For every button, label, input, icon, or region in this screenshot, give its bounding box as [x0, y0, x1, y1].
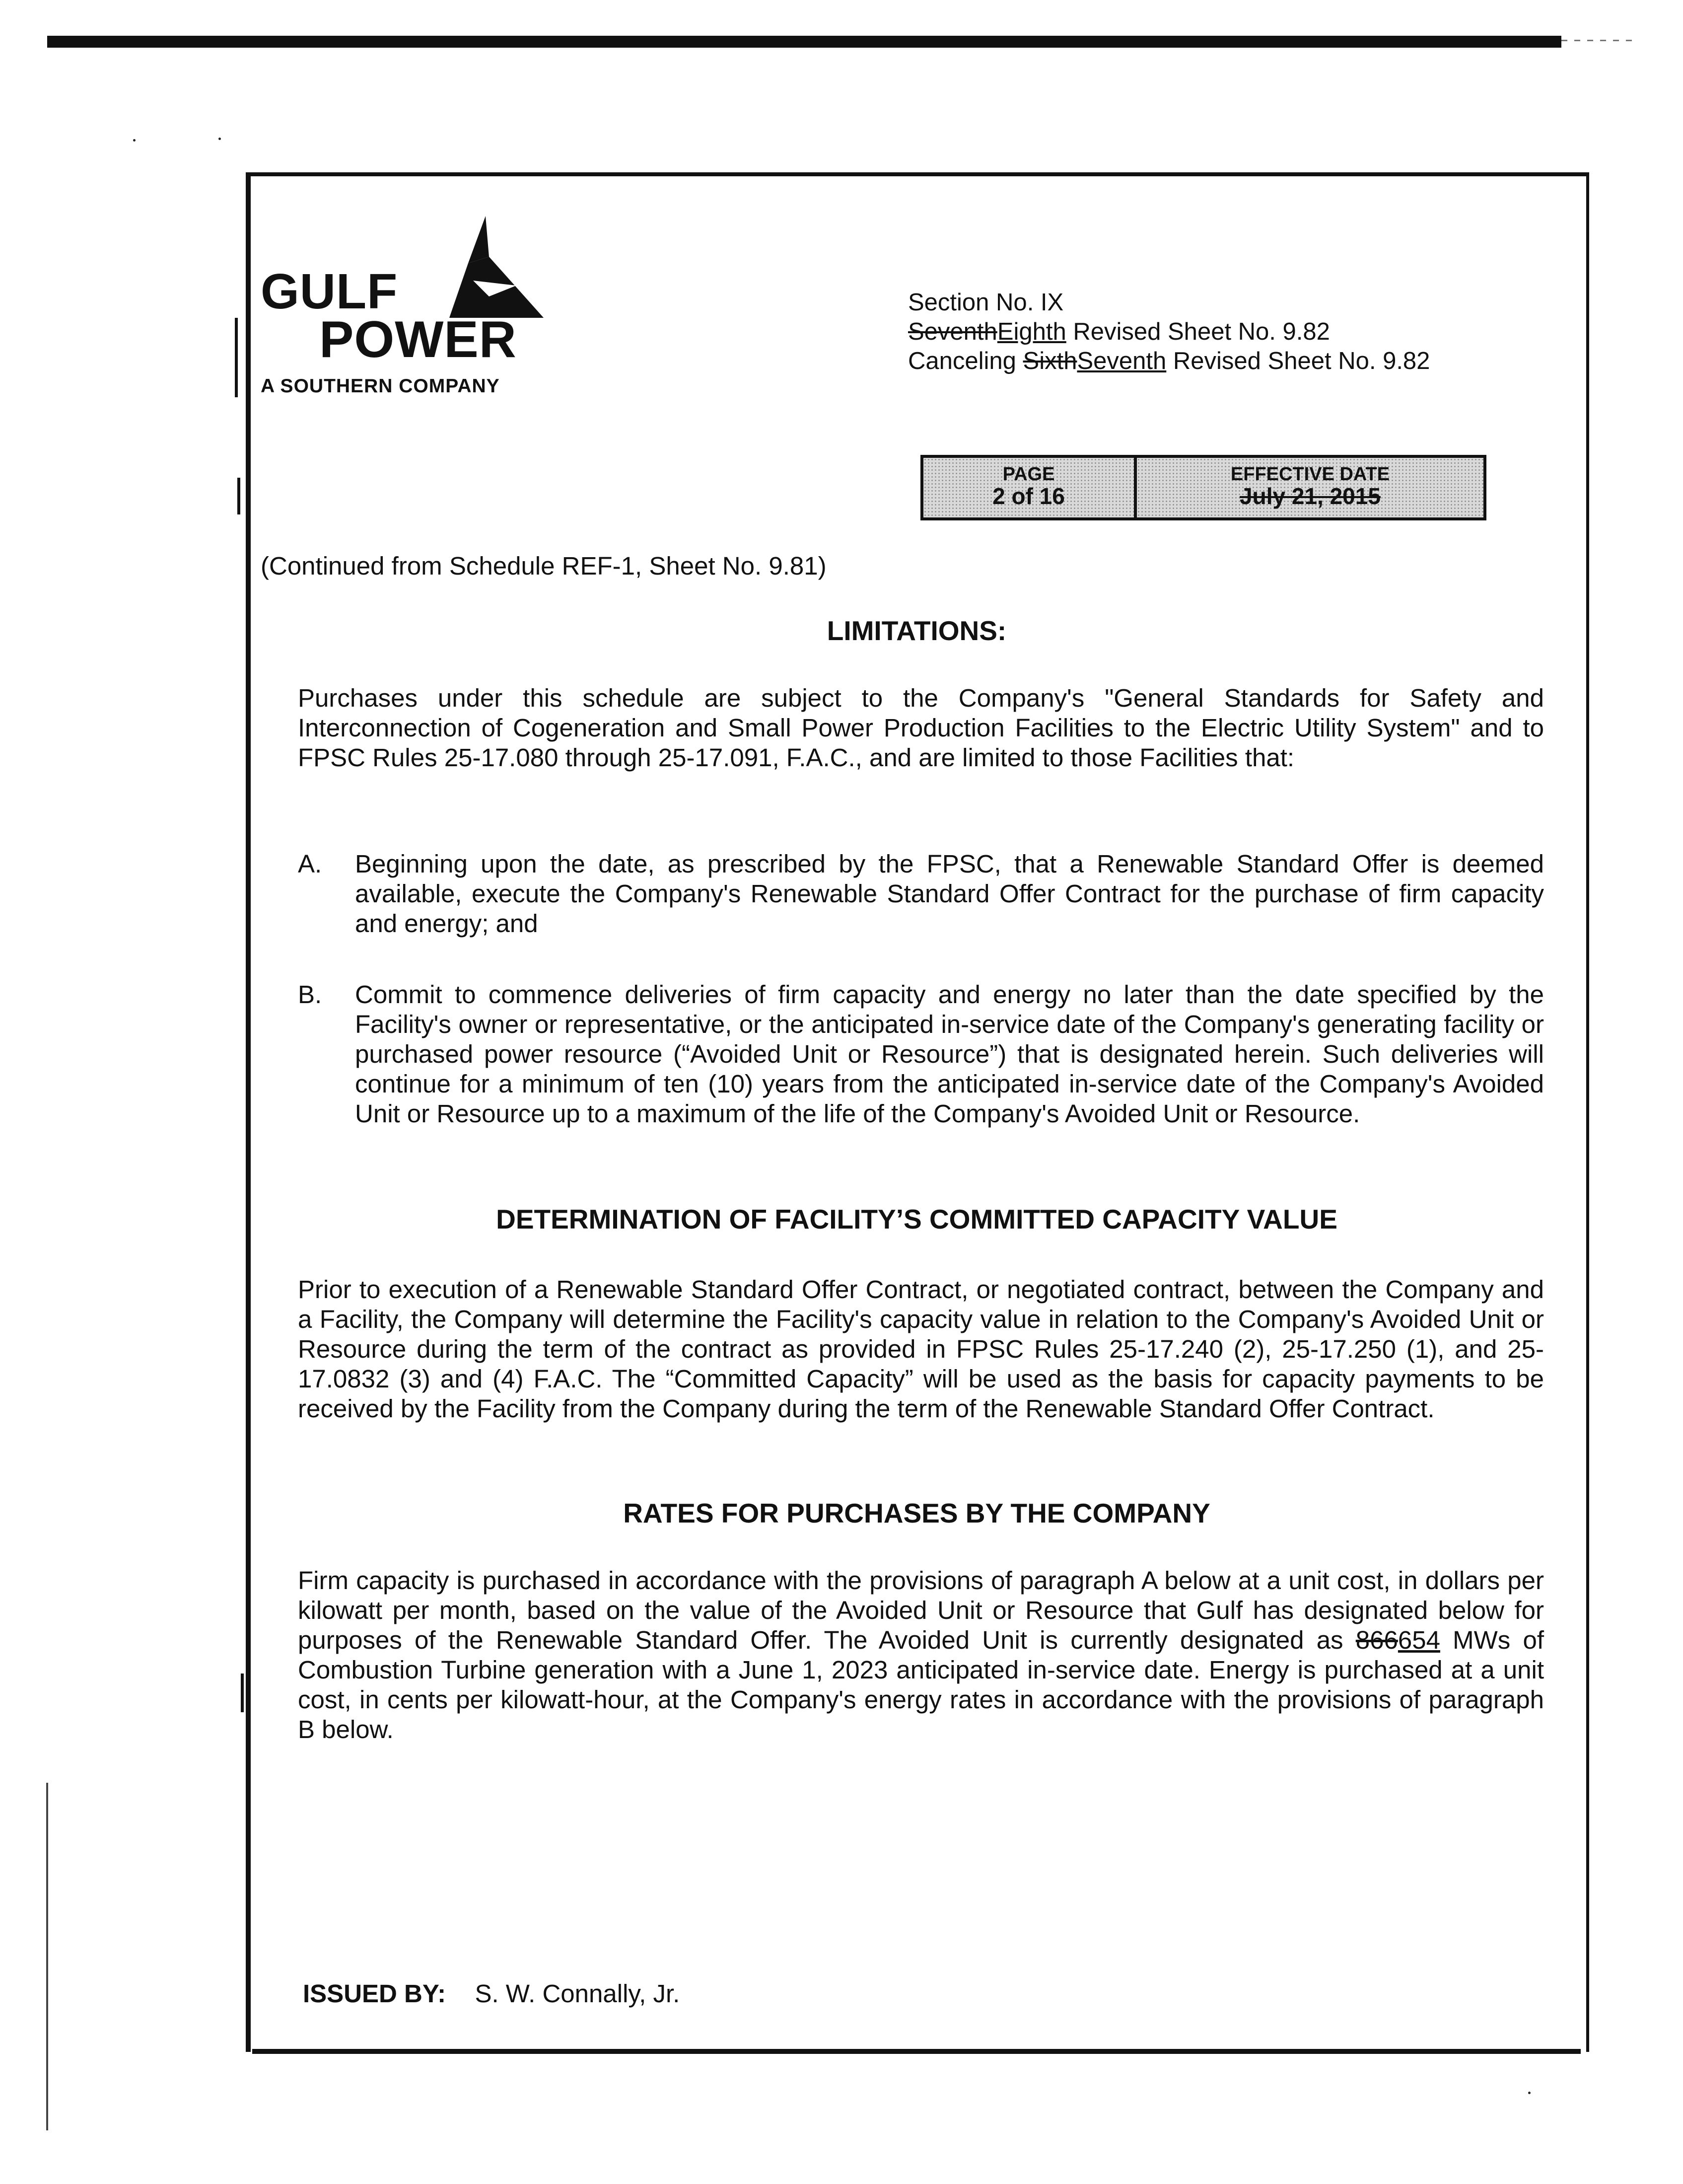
- issued-by-label: ISSUED BY:: [303, 1979, 446, 2008]
- page-label: PAGE: [1002, 464, 1055, 485]
- effective-value: July 21, 2015: [1240, 483, 1381, 509]
- scan-margin-line: [46, 1783, 48, 2130]
- revision-bar: [237, 478, 240, 514]
- logo-gulf: GULF: [261, 264, 398, 319]
- revision-bar: [241, 1674, 244, 1712]
- page-effective-stamp: [920, 455, 1486, 520]
- page-cell: [923, 458, 1137, 517]
- triangle-logo-icon: [415, 211, 544, 318]
- continued-note: (Continued from Schedule REF-1, Sheet No. 9.81): [261, 552, 827, 580]
- mw-new: 654: [1398, 1626, 1440, 1654]
- canceling-new: Seventh: [1077, 348, 1167, 374]
- top-rule-tail: [1561, 40, 1636, 41]
- logo-tagline: A SOUTHERN COMPANY: [261, 375, 500, 397]
- item-text-a: Beginning upon the date, as prescribed by the FPSC, that a Renewable Standard Offer is deemed available, execute the Company's Renewable Standard Offer Contract for the purchase of firm capacity and energy; and: [355, 850, 1544, 938]
- company-logo: [261, 211, 568, 410]
- revised-new: Eighth: [997, 318, 1066, 345]
- page-value: 2 of 16: [992, 483, 1065, 509]
- page-frame-bottom: [252, 2049, 1581, 2054]
- section-number: Section No. IX: [908, 289, 1064, 316]
- limitations-intro: Purchases under this schedule are subject to the Company's "General Standards for Safety and Interconnection of Cogeneration and Small Power Production Facilities to the Electric Utility System" and to FPSC Rules 25-17.080 through 25-17.091, F.A.C., and are limited to those Facilities that:: [298, 684, 1544, 772]
- canceling-suffix: Revised Sheet No. 9.82: [1166, 348, 1430, 374]
- revision-bar: [235, 318, 238, 397]
- item-letter-a: A.: [298, 850, 322, 878]
- item-text-b: Commit to commence deliveries of firm capacity and energy no later than the date specified by the Facility's owner or representative, or the anticipated in-service date of the Company's generating facility or purchased power resource (“Avoided Unit or Resource”) that is designated herein. Such deliveries will continue for a minimum of ten (10) years from the anticipated in-service date of the Company's Avoided Unit or Resource up to a maximum of the life of the Company's Avoided Unit or Resource.: [355, 980, 1544, 1128]
- item-letter-b: B.: [298, 980, 322, 1009]
- revised-suffix: Revised Sheet No. 9.82: [1066, 318, 1330, 345]
- scan-speck: [1528, 2092, 1531, 2094]
- top-rule: [47, 36, 1561, 48]
- logo-power: POWER: [319, 311, 517, 368]
- revised-sheet-line: [908, 317, 1430, 347]
- determination-heading: DETERMINATION OF FACILITY’S COMMITTED CAPACITY VALUE: [496, 1204, 1337, 1235]
- determination-text: Prior to execution of a Renewable Standard Offer Contract, or negotiated contract, between the Company and a Facility, the Company will determine the Facility's capacity value in relation to the Company's Avoided Unit or Resource during the term of the contract as provided in FPSC Rules 25-17.240 (2), 25-17.250 (1), and 25-17.0832 (3) and (4) F.A.C. The “Committed Capacity” will be used as the basis for capacity payments to be received by the Facility from the Company during the term of the Renewable Standard Offer Contract.: [298, 1275, 1544, 1423]
- rates-text: [298, 1566, 1544, 1745]
- issued-by-name: S. W. Connally, Jr.: [475, 1979, 680, 2008]
- effective-date-cell: [1137, 458, 1483, 517]
- sheet-info: [908, 288, 1430, 376]
- rates-text-after: MWs of Combustion Turbine generation with a June 1, 2023 anticipated in-service date. Energy is purchased at a unit cost, in cents per kilowatt-hour, at the Company's energy rates in accordance with the provisions of paragraph B below.: [298, 1626, 1544, 1744]
- scan-speck: [218, 138, 221, 140]
- mw-old: 866: [1355, 1626, 1398, 1654]
- issued-by: [303, 1979, 680, 2009]
- limitations-heading: LIMITATIONS:: [827, 615, 1007, 646]
- canceling-prefix: Canceling: [908, 348, 1023, 374]
- scan-speck: [133, 139, 136, 142]
- rates-heading: RATES FOR PURCHASES BY THE COMPANY: [623, 1498, 1210, 1529]
- rates-text-before: Firm capacity is purchased in accordance with the provisions of paragraph A below at a unit cost, in dollars per kilowatt per month, based on the value of the Avoided Unit or Resource that Gulf has designated below for purposes of the Renewable Standard Offer. The Avoided Unit is currently designated as: [298, 1566, 1544, 1654]
- effective-label: EFFECTIVE DATE: [1230, 464, 1390, 485]
- canceling-old: Sixth: [1023, 348, 1077, 374]
- canceling-sheet-line: [908, 347, 1430, 376]
- revised-old: Seventh: [908, 318, 997, 345]
